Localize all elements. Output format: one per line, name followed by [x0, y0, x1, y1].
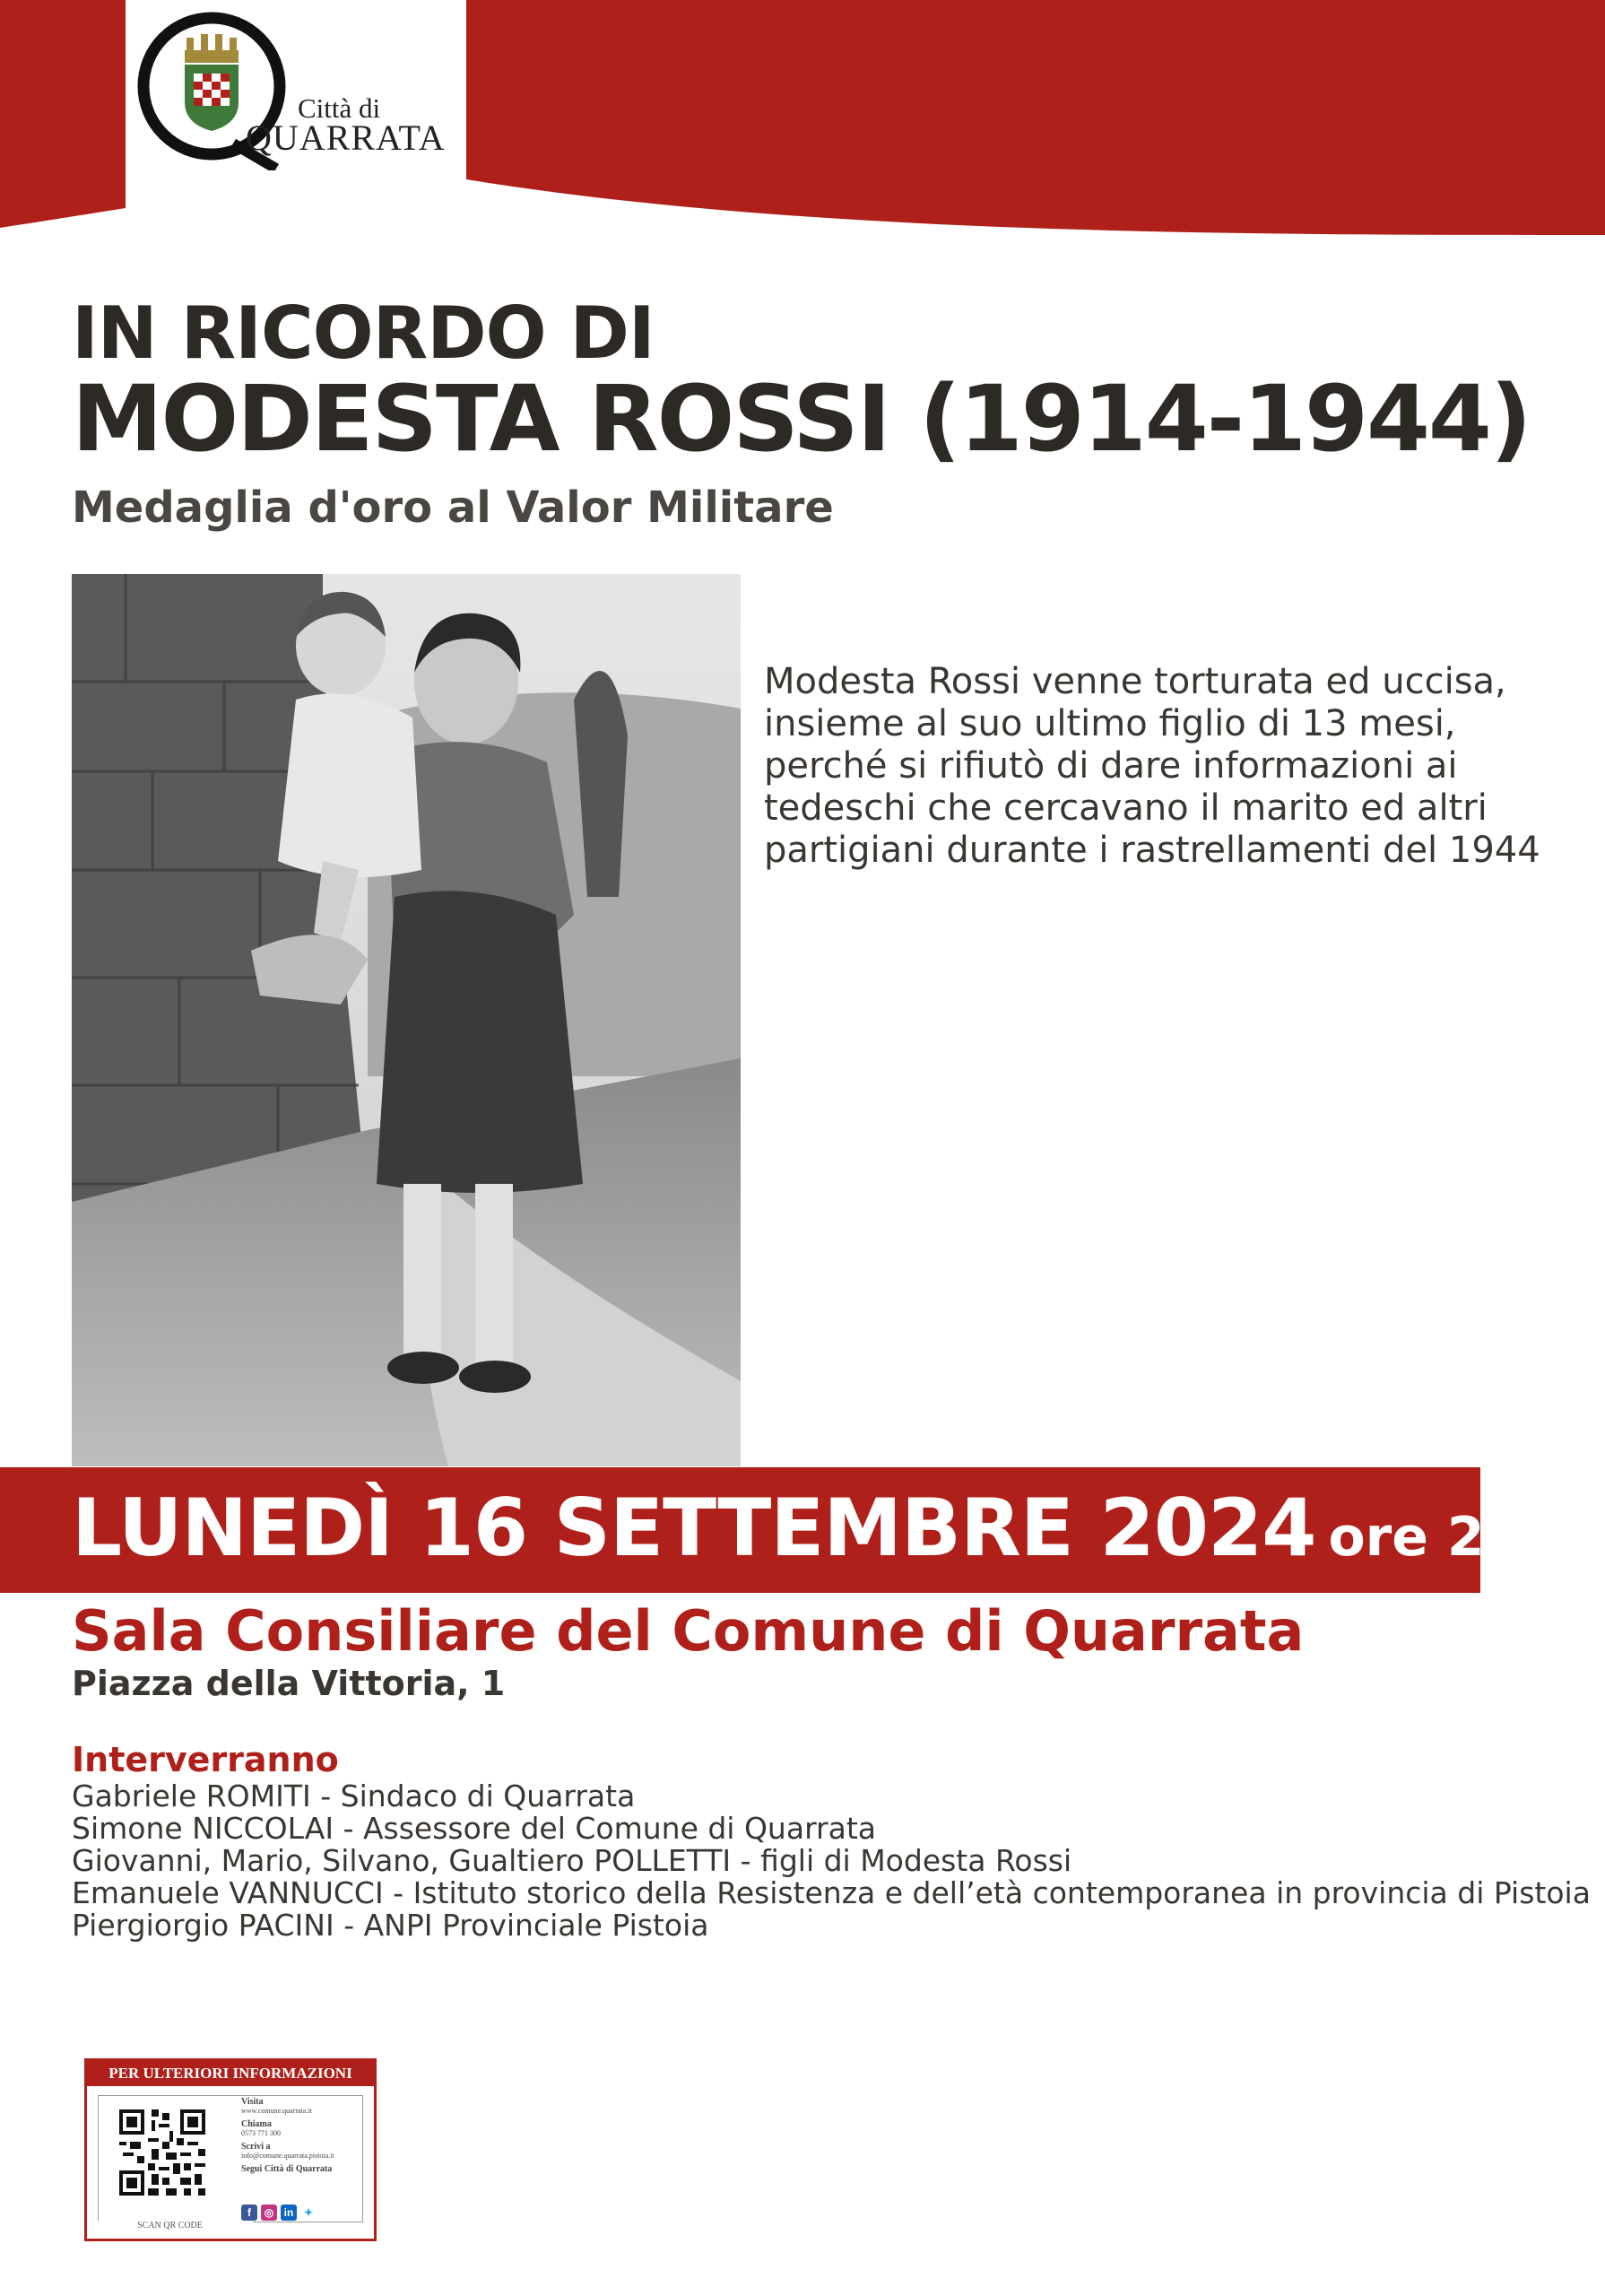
speaker-item: Giovanni, Mario, Silvano, Gualtiero POLLETTI - figli di Modesta Rossi	[72, 1843, 1072, 1878]
call-number[interactable]: 0573 771 300	[241, 2129, 281, 2137]
speaker-item: Gabriele ROMITI - Sindaco di Quarrata	[72, 1779, 636, 1813]
heading-subtitle: Medaglia d'oro al Valor Militare	[72, 483, 834, 533]
follow-label: Segui Città di Quarrata	[241, 2164, 333, 2174]
bio-text: Modesta Rossi venne torturata ed uccisa, insieme al suo ultimo figlio di 13 mesi, perché si rifiutò di dare informazioni ai tedeschi che cercavano il marito ed altri partigiani durante i rastrellamenti del 1944	[764, 661, 1540, 871]
call-label: Chiama	[241, 2119, 272, 2129]
visit-link[interactable]: www.comune.quarrata.it	[241, 2107, 312, 2115]
event-date: LUNEDÌ 16 SETTEMBRE 2024	[72, 1482, 1316, 1574]
logo-quarrata-text: QUARRATA	[246, 117, 446, 158]
info-box	[84, 2058, 377, 2241]
qr-code-icon[interactable]	[119, 2109, 205, 2196]
twitter-icon[interactable]: ✦	[300, 2205, 317, 2221]
speaker-item: Simone NICCOLAI - Assessore del Comune di Quarrata	[72, 1811, 877, 1846]
event-venue: Sala Consiliare del Comune di Quarrata	[72, 1598, 1305, 1664]
event-address: Piazza della Vittoria, 1	[72, 1664, 506, 1703]
historical-photo	[72, 574, 741, 1466]
speaker-item: Piergiorgio PACINI - ANPI Provinciale Pistoia	[72, 1908, 709, 1943]
logo-citta-text: Città di	[298, 92, 381, 124]
heading-pre: IN RICORDO DI	[72, 291, 655, 375]
visit-label: Visita	[241, 2097, 264, 2107]
scan-qr-label: SCAN QR CODE	[87, 2221, 253, 2231]
heading-main: MODESTA ROSSI (1914-1944)	[72, 366, 1531, 473]
event-date-line	[72, 1482, 1522, 1574]
event-time: ore 21	[1328, 1506, 1523, 1569]
facebook-icon[interactable]: f	[241, 2205, 257, 2221]
contact-block	[241, 2097, 367, 2174]
speakers-list	[72, 1780, 1591, 1942]
info-header: PER ULTERIORI INFORMAZIONI	[87, 2061, 374, 2086]
social-icons	[241, 2205, 317, 2221]
speakers-title: Interverranno	[72, 1740, 339, 1779]
speaker-item: Emanuele VANNUCCI - Istituto storico della Resistenza e dell’età contemporanea in provincia di Pistoia	[72, 1875, 1591, 1910]
write-label: Scrivi a	[241, 2142, 271, 2152]
instagram-icon[interactable]: ◎	[261, 2205, 277, 2221]
email-link[interactable]: info@comune.quarrata.pistoia.it	[241, 2152, 334, 2160]
linkedin-icon[interactable]: in	[281, 2205, 297, 2221]
